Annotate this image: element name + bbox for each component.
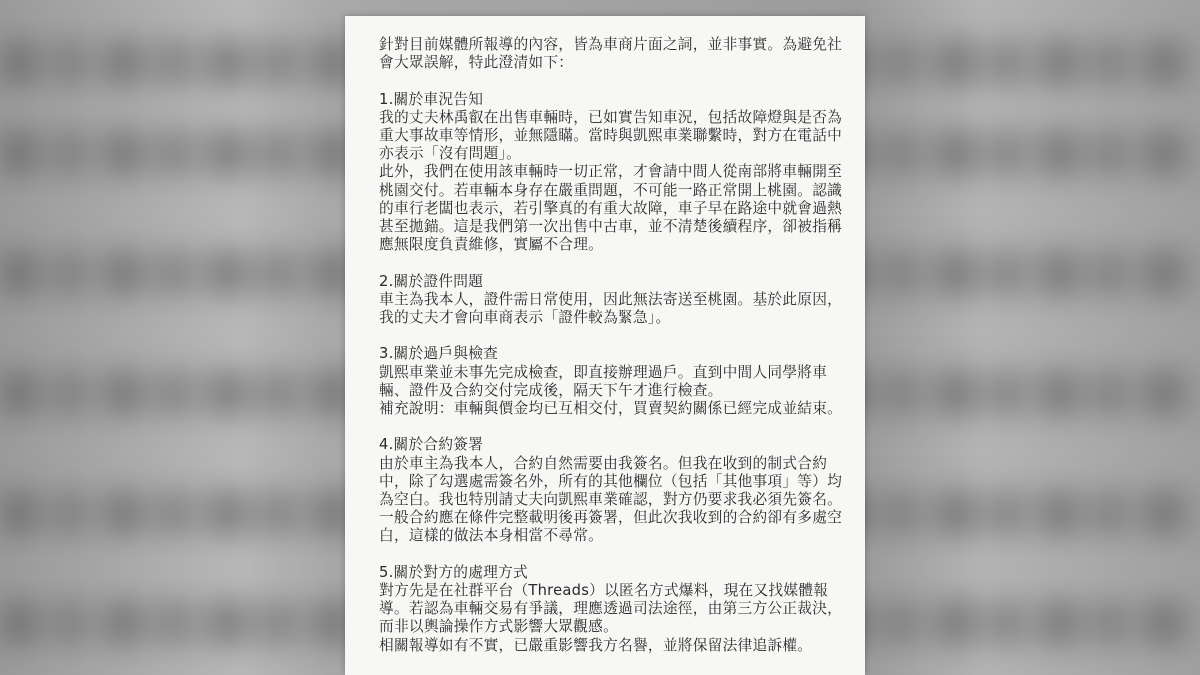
section-5-heading: 5.關於對方的處理方式 — [379, 563, 528, 581]
section-4-heading: 4.關於合約簽署 — [379, 436, 484, 454]
section-3-paragraph-1: 凱熙車業並未事先完成檢查，即直接辦理過戶。直到中間人同學將車輛、證件及合約交付完成後，隔天下午才進行檢查。 — [379, 363, 828, 399]
document-body — [379, 36, 851, 655]
section-1-paragraph-1: 我的丈夫林禹叡在出售車輛時，已如實告知車況，包括故障燈與是否為重大事故車等情形，並無隱瞞。當時與凱熙車業聯繫時，對方在電話中亦表示「沒有問題」。 — [379, 108, 843, 163]
section-3-paragraph-2: 補充說明：車輛與價金均已互相交付，買賣契約關係已經完成並結束。 — [379, 400, 843, 418]
statement-document — [345, 16, 865, 675]
section-5-paragraph-2: 相關報導如有不實，已嚴重影響我方名譽，並將保留法律追訴權。 — [379, 636, 813, 654]
intro-paragraph: 針對目前媒體所報導的內容，皆為車商片面之詞，並非事實。為避免社會大眾誤解，特此澄清如下： — [379, 36, 843, 72]
section-3-heading: 3.關於過戶與檢查 — [379, 345, 499, 363]
section-1-heading: 1.關於車況告知 — [379, 90, 484, 108]
section-2-heading: 2.關於證件問題 — [379, 272, 484, 290]
section-5-paragraph-1: 對方先是在社群平台（Threads）以匿名方式爆料，現在又找媒體報導。若認為車輛交易有爭議，理應透過司法途徑，由第三方公正裁決，而非以輿論操作方式影響大眾觀感。 — [379, 582, 843, 636]
section-1-paragraph-2: 此外，我們在使用該車輛時一切正常，才會請中間人從南部將車輛開至桃園交付。若車輛本身存在嚴重問題，不可能一路正常開上桃園。認識的車行老闆也表示，若引擎真的有重大故障，車子早在路途中就會過熱甚至拋錨。這是我們第一次出售中古車，並不清楚後續程序，卻被指稱應無限度負責維修，實屬不合理。 — [379, 163, 843, 254]
section-4-paragraph-1: 由於車主為我本人，合約自然需要由我簽名。但我在收到的制式合約中，除了勾選處需簽名外，所有的其他欄位（包括「其他事項」等）均為空白。我也特別請丈夫向凱熙車業確認，對方仍要求我必須先簽名。一般合約應在條件完整載明後再簽署，但此次我收到的合約卻有多處空白，這樣的做法本身相當不尋常。 — [379, 454, 843, 545]
section-2-paragraph-1: 車主為我本人，證件需日常使用，因此無法寄送至桃園。基於此原因，我的丈夫才會向車商表示「證件較為緊急」。 — [379, 290, 843, 327]
